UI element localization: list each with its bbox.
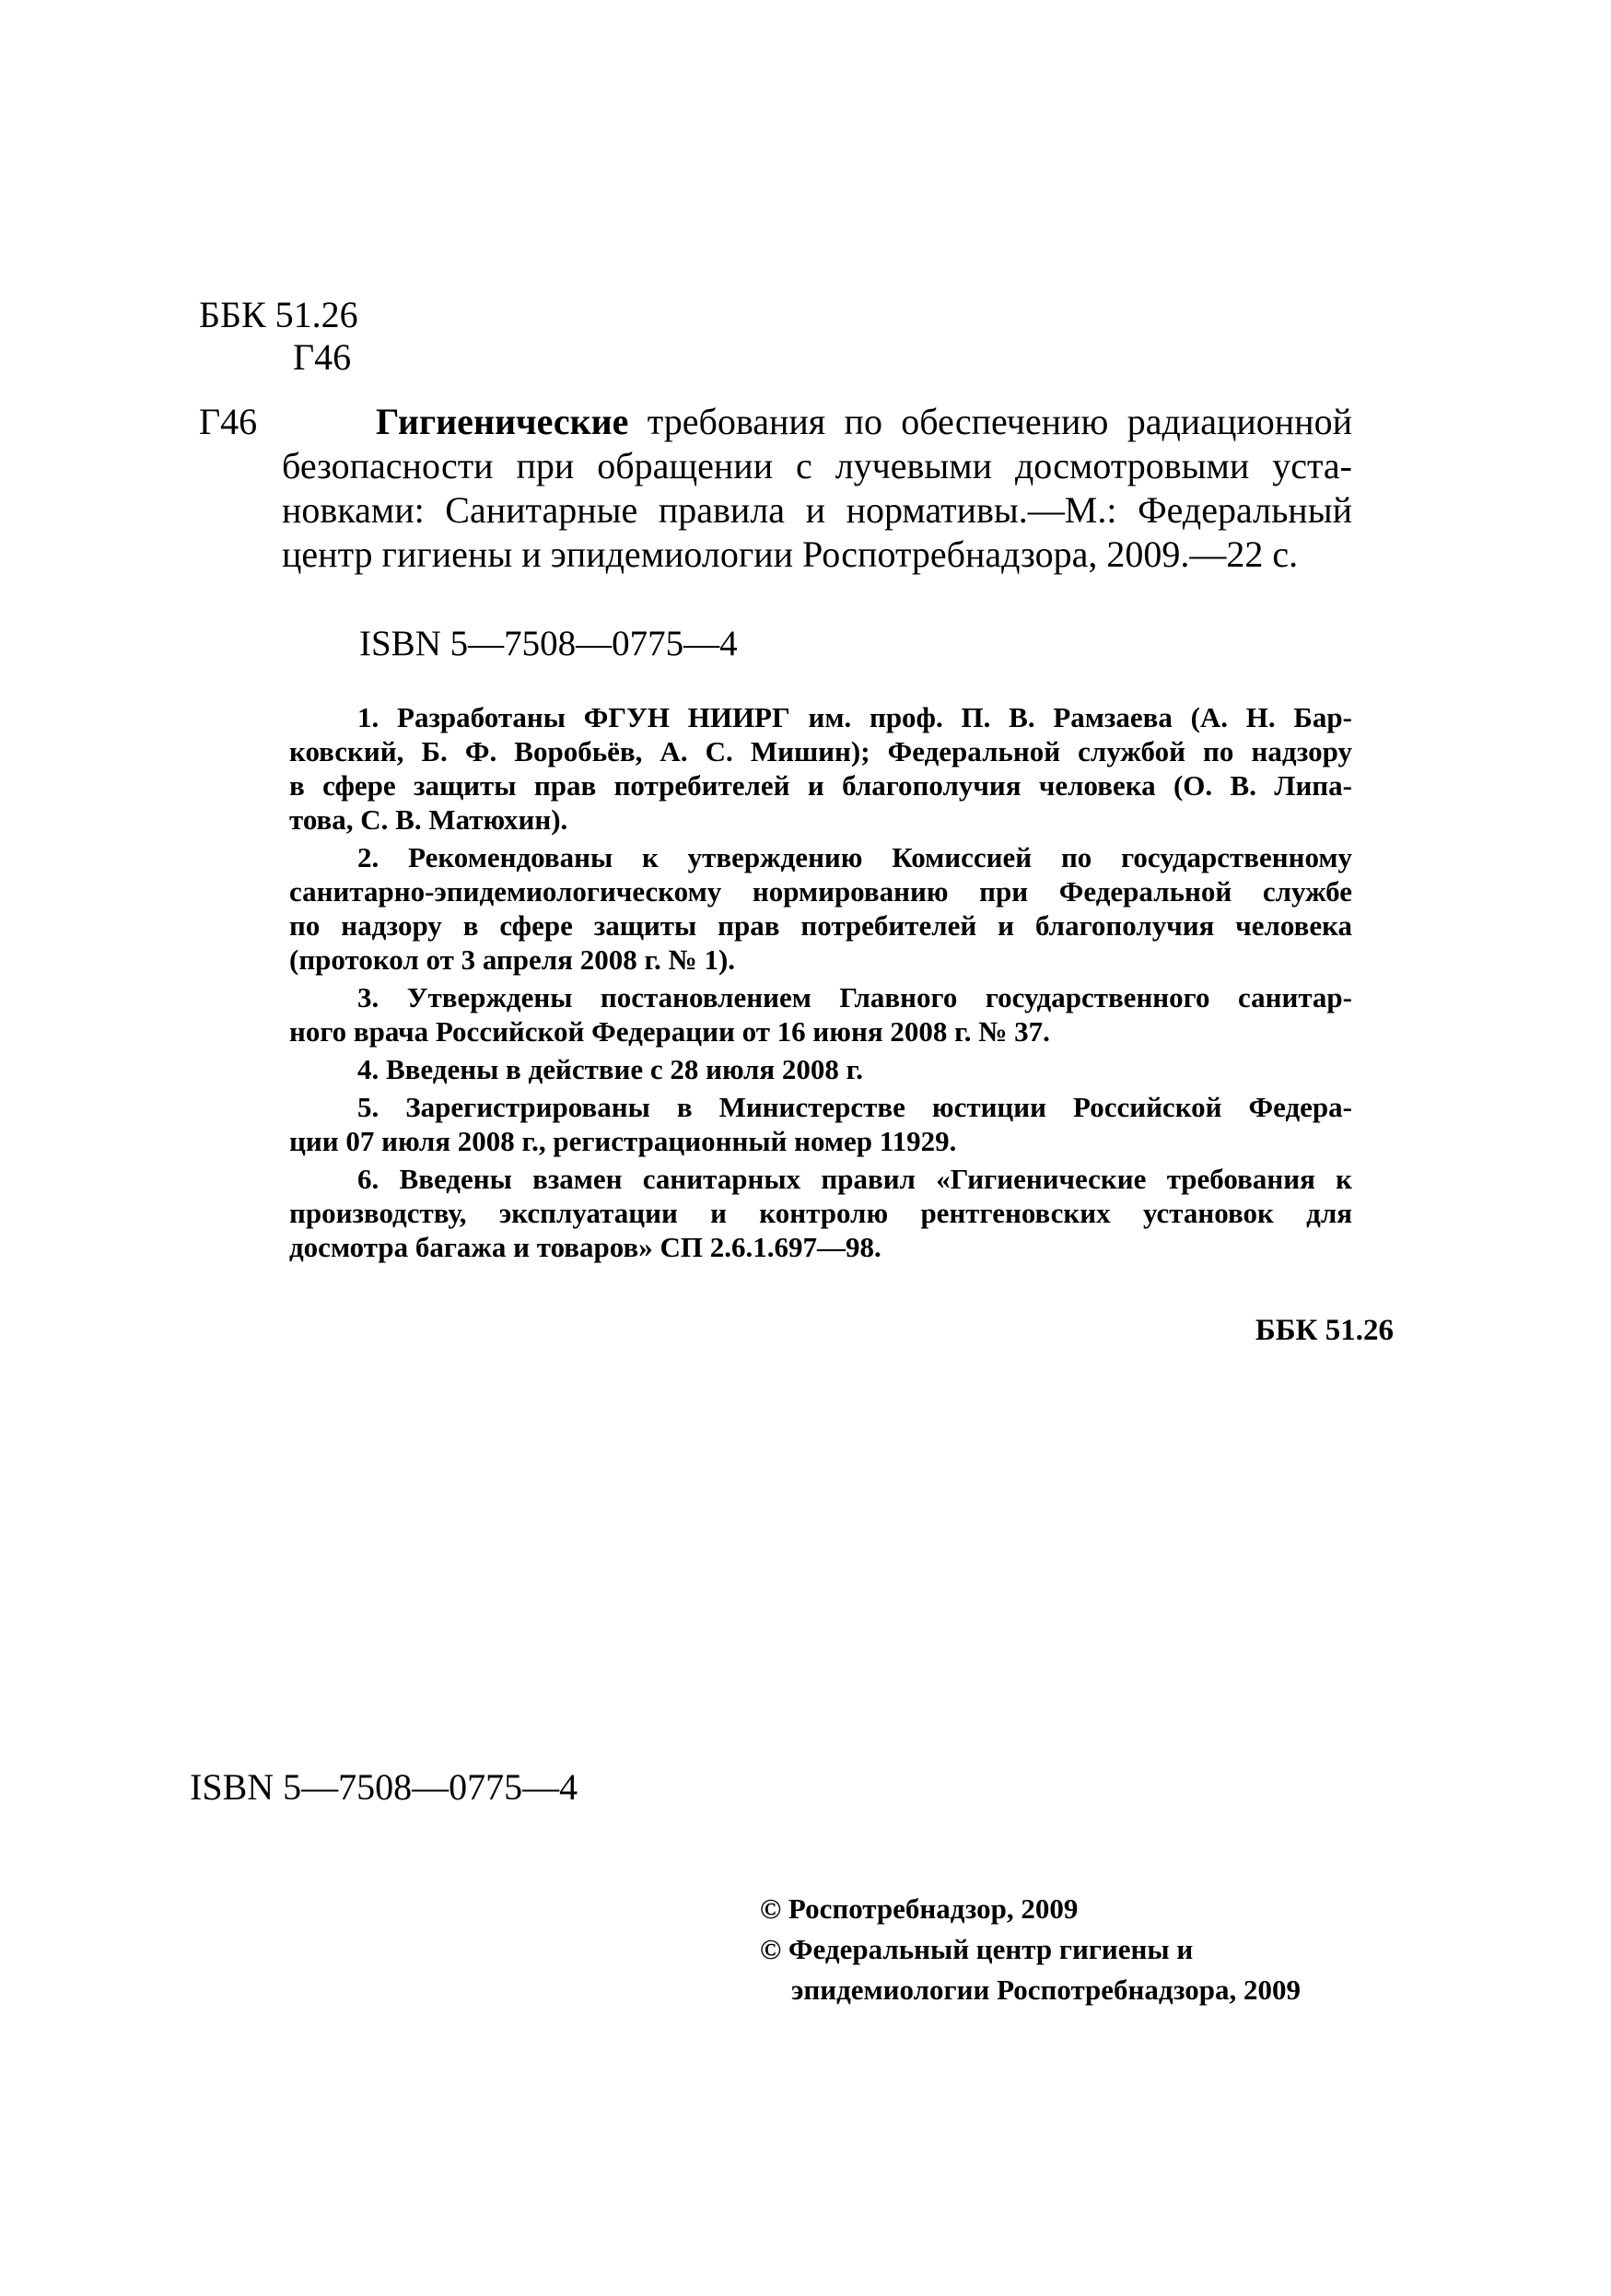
note-5 bbox=[289, 1090, 1352, 1158]
note-line: (протокол от 3 апреля 2008 г. № 1). bbox=[289, 943, 736, 976]
entry-line-text: требования по обеспечению радиационной bbox=[628, 401, 1352, 442]
bbk-code-right: ББК 51.26 bbox=[1255, 1314, 1394, 1347]
note-line: 4. Введены в действие с 28 июля 2008 г. bbox=[357, 1053, 863, 1085]
copyright-line: © Федеральный центр гигиены и bbox=[760, 1933, 1194, 1965]
bibliographic-entry bbox=[282, 400, 1352, 577]
note-3 bbox=[289, 980, 1352, 1048]
entry-line: новками: Санитарные правила и нормативы.—М.: Федеральный bbox=[282, 489, 1352, 531]
notes bbox=[289, 700, 1352, 1264]
entry-author-mark: Г46 bbox=[199, 401, 258, 442]
bbk-code: ББК 51.26 bbox=[199, 294, 358, 335]
note-line: в сфере защиты прав потребителей и благополучия человека (О. В. Липа- bbox=[289, 769, 1352, 802]
note-line: 3. Утверждены постановлением Главного государственного санитар- bbox=[357, 981, 1352, 1013]
entry-line: безопасности при обращении с лучевыми досмотровыми уста- bbox=[282, 445, 1352, 486]
note-line: 5. Зарегистрированы в Министерстве юстиции Российской Федера- bbox=[357, 1091, 1352, 1123]
entry-isbn: ISBN 5—7508—0775—4 bbox=[359, 624, 738, 663]
note-line: 2. Рекомендованы к утверждению Комиссией по государственному bbox=[357, 841, 1352, 873]
copyright-line: © Роспотребнадзор, 2009 bbox=[760, 1892, 1079, 1925]
note-line: ковский, Б. Ф. Воробьёв, А. С. Мишин); Федеральной службой по надзору bbox=[289, 735, 1352, 767]
note-line: санитарно-эпидемиологическому нормированию при Федеральной службе bbox=[289, 875, 1352, 908]
note-line: 1. Разработаны ФГУН НИИРГ им. проф. П. В. Рамзаева (А. Н. Бар- bbox=[357, 701, 1352, 733]
note-4 bbox=[289, 1052, 1352, 1086]
note-line: това, С. В. Матюхин). bbox=[289, 803, 568, 836]
entry-line bbox=[282, 400, 1352, 444]
author-mark: Г46 bbox=[293, 336, 352, 378]
copyright-block bbox=[760, 1889, 1301, 2010]
note-line: производству, эксплуатации и контролю рентгеновских установок для bbox=[289, 1197, 1352, 1229]
entry-title-bold: Гигиенические bbox=[376, 401, 629, 442]
copyright-line: эпидемиологии Роспотребнадзора, 2009 bbox=[791, 1974, 1301, 2006]
note-line: ного врача Российской Федерации от 16 июня 2008 г. № 37. bbox=[289, 1015, 1050, 1048]
note-6 bbox=[289, 1162, 1352, 1264]
note-1 bbox=[289, 700, 1352, 837]
note-line: 6. Введены взамен санитарных правил «Гигиенические требования к bbox=[357, 1163, 1352, 1195]
isbn-bottom: ISBN 5—7508—0775—4 bbox=[190, 1766, 578, 1808]
note-line: ции 07 июля 2008 г., регистрационный номер 11929. bbox=[289, 1125, 957, 1157]
note-line: досмотра багажа и товаров» СП 2.6.1.697—98. bbox=[289, 1231, 881, 1263]
entry-line: центр гигиены и эпидемиологии Роспотребнадзора, 2009.—22 с. bbox=[282, 533, 1299, 575]
note-line: по надзору в сфере защиты прав потребителей и благополучия человека bbox=[289, 909, 1352, 942]
note-2 bbox=[289, 840, 1352, 977]
